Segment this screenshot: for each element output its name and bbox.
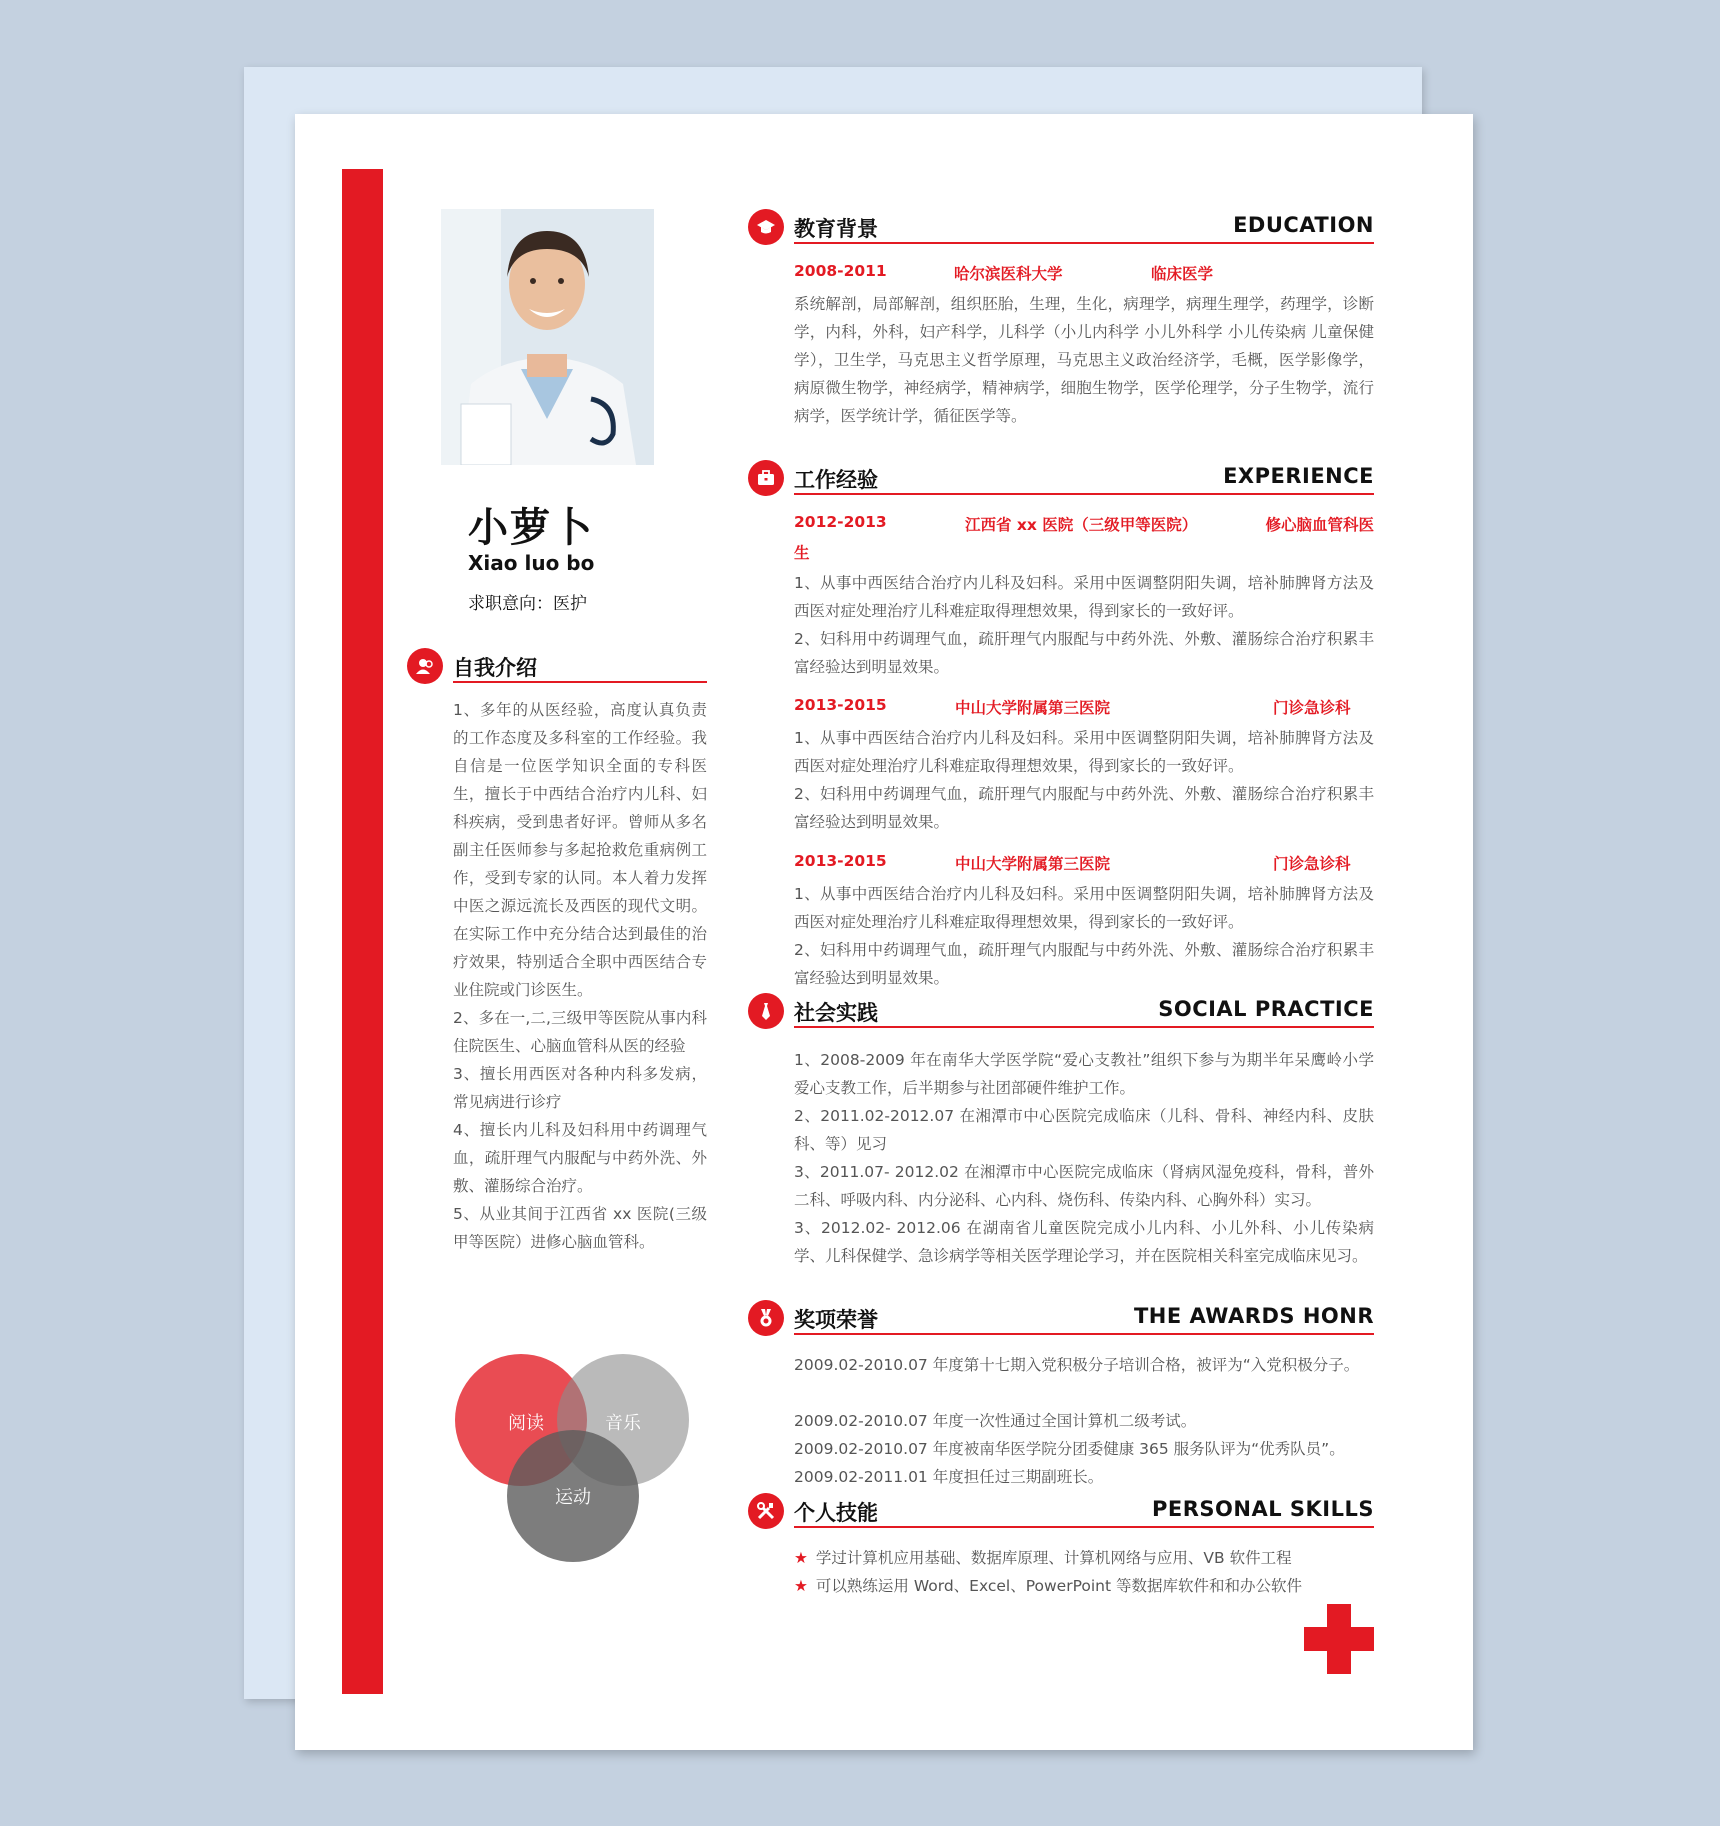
education-period: 2008-2011 (794, 262, 887, 280)
person-icon (407, 648, 443, 684)
self-intro-paragraph: 1、多年的从医经验，高度认真负责的工作态度及多科室的工作经验。我自信是一位医学知识全面的专科医生，擅长于中西结合治疗内儿科、妇科疾病，受到患者好评。曾师从多名副主任医师参与多起抢救危重病例工作，受到专家的认同。本人着力发挥中医之源远流长及西医的现代文明。在实际工作中充分结合达到最佳的治疗效果，特别适合全职中西医结合专业住院或门诊医生。 (453, 701, 707, 999)
skills-title-cn: 个人技能 (794, 1501, 878, 1525)
self-intro-paragraph: 5、从业其间于江西省 xx 医院(三级甲等医院）进修心脑血管科。 (453, 1205, 707, 1251)
job-description-line: 2、妇科用中药调理气血，疏肝理气内服配与中药外洗、外敷、灌肠综合治疗积累丰富经验达到明显效果。 (794, 785, 1374, 831)
social-title-en: SOCIAL PRACTICE (1158, 997, 1374, 1021)
candidate-name: 小萝卜 (468, 505, 594, 551)
self-intro-text (453, 696, 707, 1256)
job-description-line: 2、妇科用中药调理气血，疏肝理气内服配与中药外洗、外敷、灌肠综合治疗积累丰富经验达到明显效果。 (794, 941, 1374, 987)
job-dept: 门诊急诊科 (1273, 699, 1351, 717)
self-intro-paragraph: 2、多在一,二,三级甲等医院从事内科住院医生、心脑血管科从医的经验 (453, 1009, 707, 1055)
education-courses: 系统解剖，局部解剖，组织胚胎，生理，生化，病理学，病理生理学，药理学，诊断学，内科，外科，妇产科学，儿科学（小儿内科学 小儿外科学 小儿传染病 儿童保健学），卫生学，马克思主义哲学原理，马克思主义政治经济学，毛概，医学影像学，病原微生物学，神经病学，精神病学，细胞生物学，医学伦理学，分子生物学，流行病学，医学统计学，循征医学等。 (794, 295, 1374, 425)
awards-title-en: THE AWARDS HONR (1133, 1304, 1374, 1328)
job-period: 2012-2013 (794, 513, 887, 531)
star-icon: ★ (794, 1577, 808, 1595)
social-practice-heading (748, 993, 1374, 1033)
job-dept-continued: 生 (794, 544, 810, 562)
self-intro-paragraph: 3、擅长用西医对各种内科多发病，常见病进行诊疗 (453, 1065, 707, 1111)
job-description-line: 1、从事中西医结合治疗内儿科及妇科。采用中医调整阴阳失调，培补肺脾肾方法及西医对症处理治疗儿科难症取得理想效果，得到家长的一致好评。 (794, 885, 1374, 931)
job-description (794, 724, 1374, 836)
self-intro-title: 自我介绍 (453, 656, 537, 680)
social-practice-item: 1、2008-2009 年在南华大学医学院“爱心支教社”组织下参与为期半年呆鹰岭小学爱心支教工作，后半期参与社团部硬件维护工作。 (794, 1051, 1374, 1097)
awards-heading (748, 1300, 1374, 1340)
hobby-label-sports: 运动 (555, 1487, 591, 1508)
skills-heading (748, 1493, 1374, 1533)
skill-text: 可以熟练运用 Word、Excel、PowerPoint 等数据库软件和和办公软件 (815, 1577, 1303, 1595)
candidate-pinyin: Xiao luo bo (468, 551, 595, 575)
job-period: 2013-2015 (794, 696, 887, 714)
education-school: 哈尔滨医科大学 (954, 265, 1063, 283)
skill-item (794, 1546, 1292, 1568)
section-divider (794, 493, 1374, 495)
job-intent (468, 589, 587, 614)
medal-icon (748, 1300, 784, 1336)
job-description-line: 2、妇科用中药调理气血，疏肝理气内服配与中药外洗、外敷、灌肠综合治疗积累丰富经验达到明显效果。 (794, 630, 1374, 676)
job-dept: 门诊急诊科 (1273, 855, 1351, 873)
job-row-wrap (794, 541, 1374, 569)
tools-icon (748, 1493, 784, 1529)
section-divider (794, 1526, 1374, 1528)
tie-icon (748, 993, 784, 1029)
social-title-cn: 社会实践 (794, 1001, 878, 1025)
self-intro-paragraph: 4、擅长内儿科及妇科用中药调理气血，疏肝理气内服配与中药外洗、外敷、灌肠综合治疗。 (453, 1121, 707, 1195)
section-divider (794, 242, 1374, 244)
social-practice-item: 3、2012.02- 2012.06 在湖南省儿童医院完成小儿内科、小儿外科、小儿传染病学、儿科保健学、急诊病学等相关医学理论学习，并在医院相关科室完成临床见习。 (794, 1219, 1374, 1265)
profile-photo (441, 209, 654, 465)
job-org: 中山大学附属第三医院 (955, 699, 1111, 717)
section-divider (794, 1026, 1374, 1028)
job-description (794, 880, 1374, 992)
skill-text: 学过计算机应用基础、数据库原理、计算机网络与应用、VB 软件工程 (815, 1549, 1292, 1567)
awards-title-cn: 奖项荣誉 (794, 1308, 878, 1332)
award-item: 2009.02-2010.07 年度一次性通过全国计算机二级考试。 (794, 1412, 1197, 1430)
medical-cross-icon (1304, 1604, 1374, 1674)
award-item: 2009.02-2010.07 年度被南华医学院分团委健康 365 服务队评为“优秀队员”。 (794, 1440, 1345, 1458)
hobbies-venn-diagram (455, 1350, 695, 1570)
star-icon: ★ (794, 1549, 808, 1567)
job-row (794, 696, 1374, 724)
job-intent-label: 求职意向： (468, 594, 553, 614)
job-row (794, 852, 1374, 880)
social-practice-item: 3、2011.07- 2012.02 在湘潭市中心医院完成临床（肾病风湿免疫科，骨科，普外二科、呼吸内科、内分泌科、心内科、烧伤科、传染内科、心胸外科）实习。 (794, 1163, 1374, 1209)
education-title-en: EDUCATION (1233, 213, 1374, 237)
job-org: 江西省 xx 医院（三级甲等医院） (965, 516, 1198, 534)
education-heading (748, 209, 1374, 249)
self-intro-heading (407, 648, 707, 688)
education-row (794, 262, 1374, 290)
skills-title-en: PERSONAL SKILLS (1151, 1497, 1374, 1521)
job-description (794, 569, 1374, 681)
experience-title-en: EXPERIENCE (1223, 464, 1374, 488)
job-row (794, 513, 1374, 541)
award-item: 2009.02-2011.01 年度担任过三期副班长。 (794, 1468, 1104, 1486)
briefcase-icon (748, 460, 784, 496)
education-major: 临床医学 (1151, 265, 1214, 283)
job-dept: 修心脑血管科医 (1265, 516, 1374, 534)
job-description-line: 1、从事中西医结合治疗内儿科及妇科。采用中医调整阴阳失调，培补肺脾肾方法及西医对症处理治疗儿科难症取得理想效果，得到家长的一致好评。 (794, 574, 1374, 620)
award-item: 2009.02-2010.07 年度第十七期入党积极分子培训合格，被评为“入党积极分子。 (794, 1356, 1360, 1374)
red-side-bar (342, 169, 383, 1694)
skill-item (794, 1574, 1302, 1596)
section-divider (794, 1333, 1374, 1335)
section-divider (453, 681, 707, 683)
hobby-label-music: 音乐 (605, 1413, 641, 1434)
social-practice-list (794, 1046, 1374, 1270)
education-title-cn: 教育背景 (794, 217, 878, 241)
hobby-label-reading: 阅读 (508, 1413, 544, 1434)
social-practice-item: 2、2011.02-2012.07 在湘潭市中心医院完成临床（儿科、骨科、神经内科、皮肤科、等）见习 (794, 1107, 1374, 1153)
experience-title-cn: 工作经验 (794, 468, 878, 492)
job-intent-value: 医护 (553, 594, 587, 614)
award-spacer (794, 1379, 1384, 1407)
experience-heading (748, 460, 1374, 500)
job-org: 中山大学附属第三医院 (955, 855, 1111, 873)
awards-list (794, 1351, 1384, 1491)
job-description-line: 1、从事中西医结合治疗内儿科及妇科。采用中医调整阴阳失调，培补肺脾肾方法及西医对症处理治疗儿科难症取得理想效果，得到家长的一致好评。 (794, 729, 1374, 775)
graduation-cap-icon (748, 209, 784, 245)
job-period: 2013-2015 (794, 852, 887, 870)
